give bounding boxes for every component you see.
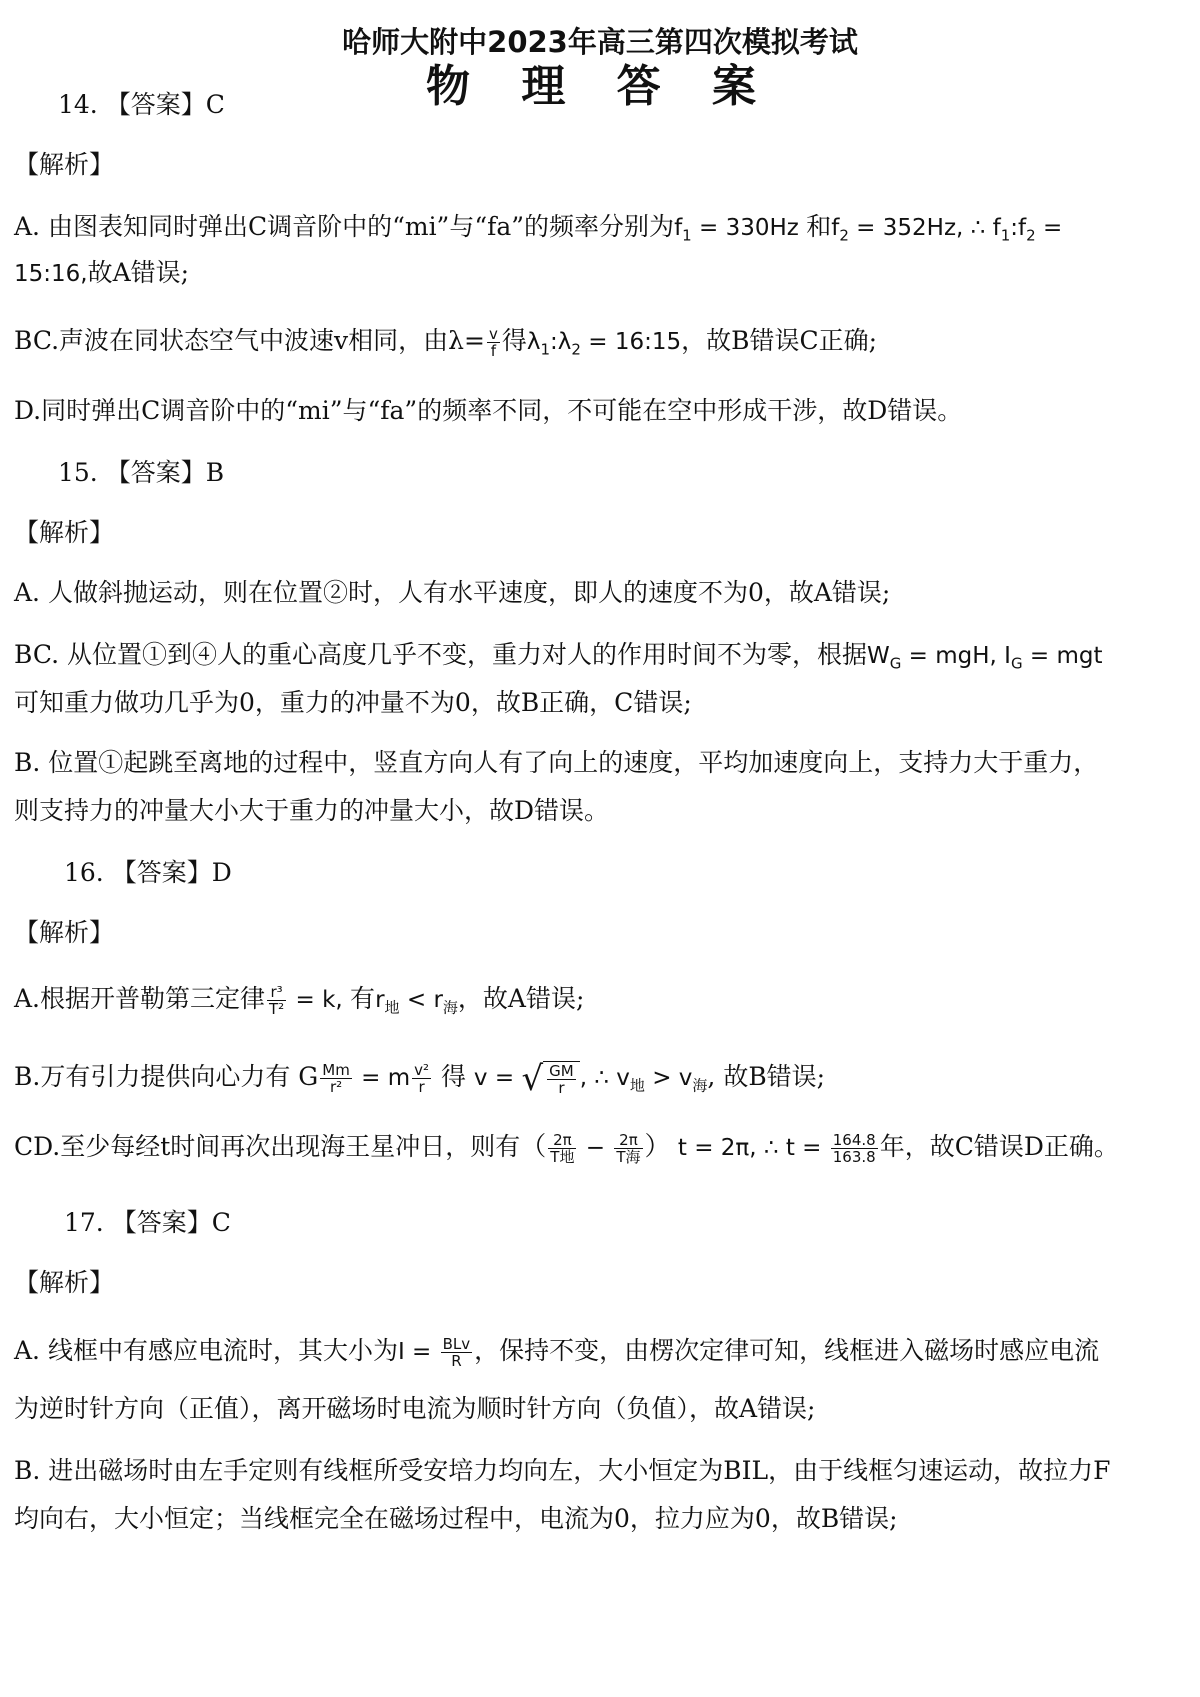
text: CD.至少每经t时间再次出现海王星冲日，则有 bbox=[14, 1132, 521, 1161]
fraction: $\frac{\text{v²}}{r}$ bbox=[414, 1061, 430, 1096]
text: BC. 从位置①到④人的重心高度几乎不变，重力对人的作用时间不为零，根据 bbox=[14, 640, 867, 669]
text: ，保持不变，由楞次定律可知，线框进入磁场时感应电流 bbox=[474, 1336, 1100, 1365]
q16-analysis-label: 【解析】 bbox=[14, 918, 115, 947]
q16-option-a bbox=[14, 982, 584, 1025]
q14-option-a-line1 bbox=[14, 210, 1062, 253]
q16-option-b bbox=[14, 1060, 825, 1103]
text: 有 bbox=[350, 984, 376, 1013]
text: BC.声波在同状态空气中波速v相同，由λ= bbox=[14, 326, 485, 355]
q14-option-d: D.同时弹出C调音阶中的“mi”与“fa”的频率不同，不可能在空中形成干涉，故D错误。 bbox=[14, 396, 963, 425]
math: = k, bbox=[288, 987, 351, 1013]
paren: （ bbox=[520, 1132, 547, 1162]
text: ，故B错误C正确; bbox=[681, 326, 878, 355]
q17-option-b-line1: B. 进出磁场时由左手定则有线框所受安培力均向左，大小恒定为BIL，由于线框匀速运动，故拉力F bbox=[14, 1456, 1111, 1485]
text: 年，故C错误D正确。 bbox=[879, 1132, 1119, 1161]
q17-option-a-line2: 为逆时针方向（正值），离开磁场时电流为顺时针方向（负值），故A错误; bbox=[14, 1394, 816, 1423]
sqrt: √ $\frac{GM}{r}$ bbox=[521, 1061, 579, 1097]
q16-option-cd bbox=[14, 1130, 1119, 1165]
q16-answer: 16. 【答案】D bbox=[64, 858, 232, 887]
math: v = bbox=[473, 1065, 522, 1091]
fraction: $\frac{2\pi}{\text{T地}}$ bbox=[550, 1131, 575, 1166]
q17-analysis-label: 【解析】 bbox=[14, 1268, 115, 1297]
q15-answer: 15. 【答案】B bbox=[58, 458, 225, 487]
q17-option-a-line1 bbox=[14, 1334, 1099, 1369]
math: $W_G$ = mgH, $I_G$ = mgt bbox=[866, 643, 1103, 673]
q15-option-a: A. 人做斜抛运动，则在位置②时，人有水平速度，即人的速度不为0，故A错误; bbox=[14, 578, 891, 607]
q14-option-bc bbox=[14, 324, 877, 367]
math: t = 2π, ∴ t = bbox=[670, 1135, 829, 1161]
text: ，故A错误; bbox=[457, 984, 585, 1013]
math: I = bbox=[397, 1339, 439, 1365]
text: A. 由图表知同时弹出C调音阶中的“mi”与“fa”的频率分别为 bbox=[14, 212, 675, 241]
q14-option-a-line2 bbox=[14, 256, 189, 291]
text: 和 bbox=[806, 212, 832, 241]
fraction: $\frac{\text{BLv}}{R}$ bbox=[442, 1335, 471, 1370]
math: 15:16, bbox=[14, 261, 88, 287]
math: , ∴ $v_地 > v_海$ bbox=[579, 1065, 708, 1095]
math: $\lambda_1:\lambda_2$ = 16:15 bbox=[526, 329, 682, 359]
text: 故A错误; bbox=[87, 258, 190, 287]
text: A. 线框中有感应电流时，其大小为 bbox=[14, 1336, 398, 1365]
math: $f_2 = 352Hz$, ∴ $f_1:f_2$ = bbox=[831, 215, 1063, 245]
math: − bbox=[578, 1135, 613, 1161]
fraction: $\frac{2\pi}{\text{T海}}$ bbox=[616, 1131, 641, 1166]
q14-answer: 14. 【答案】C bbox=[58, 90, 225, 119]
fraction: $\frac{164.8}{163.8}$ bbox=[832, 1131, 876, 1166]
paren: ） bbox=[644, 1132, 671, 1162]
q14-analysis-label: 【解析】 bbox=[14, 150, 115, 179]
q15-analysis-label: 【解析】 bbox=[14, 518, 115, 547]
fraction: $\frac{Mm}{\text{r²}}$ bbox=[322, 1061, 350, 1096]
page-title: 哈师大附中2023年高三第四次模拟考试 bbox=[342, 25, 858, 59]
fraction: $\frac{v}{f}$ bbox=[488, 325, 498, 360]
text: 得 bbox=[501, 326, 527, 355]
q15-option-b-line2: 则支持力的冲量大小大于重力的冲量大小，故D错误。 bbox=[14, 796, 610, 825]
q15-option-bc-line1 bbox=[14, 638, 1103, 681]
q15-option-b-line1: B. 位置①起跳至离地的过程中，竖直方向人有了向上的速度，平均加速度向上，支持力大于重力， bbox=[14, 748, 1099, 777]
q15-option-bc-line2: 可知重力做功几乎为0，重力的冲量不为0，故B正确，C错误; bbox=[14, 688, 692, 717]
q17-option-b-line2: 均向右，大小恒定；当线框完全在磁场过程中，电流为0，拉力应为0，故B错误; bbox=[14, 1504, 898, 1533]
q17-answer: 17. 【答案】C bbox=[64, 1208, 231, 1237]
math: $f_1 = 330Hz$ bbox=[674, 215, 807, 245]
text: 得 bbox=[433, 1062, 474, 1091]
page-subtitle: 物 理 答 案 bbox=[426, 61, 774, 112]
math: = m bbox=[353, 1065, 411, 1091]
text: , 故B错误; bbox=[707, 1062, 826, 1091]
text: B.万有引力提供向心力有 G bbox=[14, 1062, 319, 1091]
math: $r_地 < r_海$ bbox=[375, 987, 458, 1017]
text: A.根据开普勒第三定律 bbox=[14, 984, 266, 1013]
fraction: $\frac{\text{r³}}{\text{T²}}$ bbox=[269, 983, 285, 1018]
